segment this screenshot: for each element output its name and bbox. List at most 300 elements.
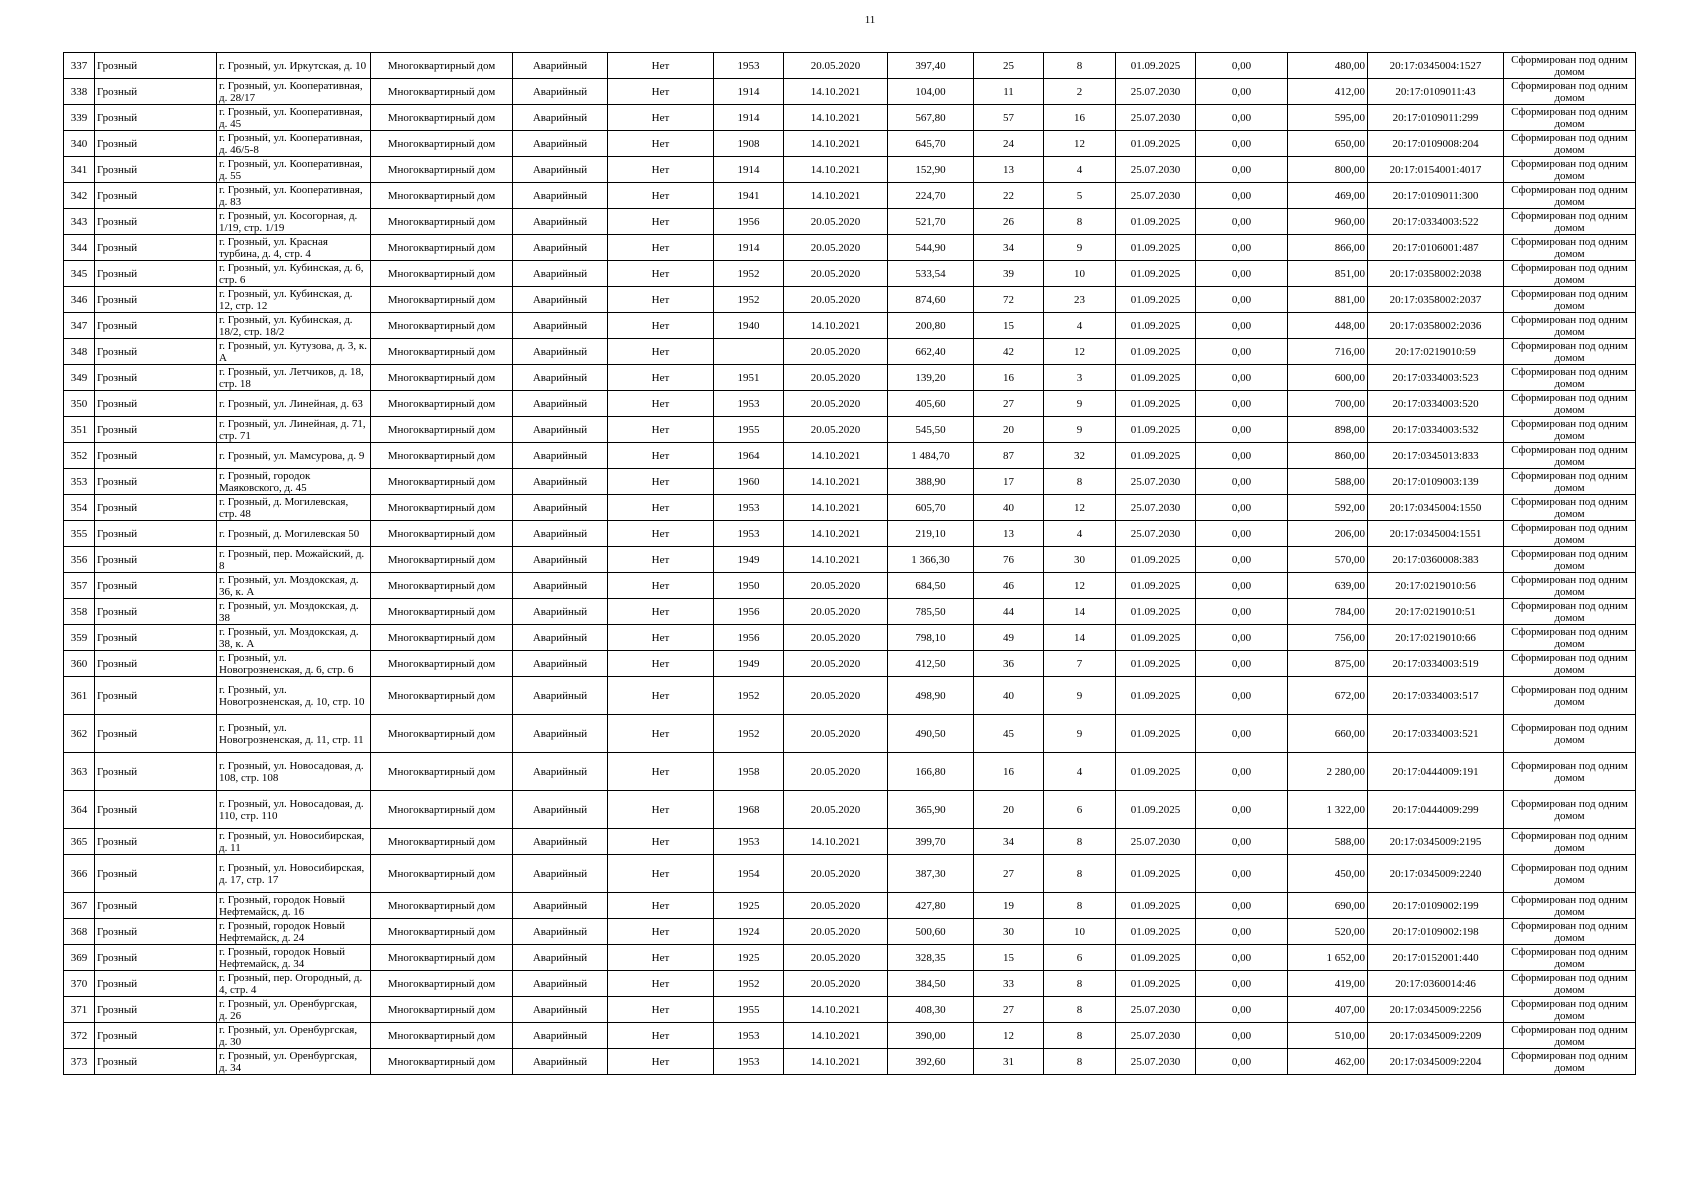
cell-address: г. Грозный, ул. Кооперативная, д. 45 <box>217 105 371 131</box>
cell-land-area: 0,00 <box>1196 753 1288 791</box>
cell-land-area: 0,00 <box>1196 521 1288 547</box>
cell-demolition-flag: Нет <box>608 625 714 651</box>
cell-resettlement-date: 25.07.2030 <box>1116 183 1196 209</box>
cell-building-type: Многоквартирный дом <box>371 753 513 791</box>
cell-condition: Аварийный <box>513 599 608 625</box>
cell-cadastral-cost: 510,00 <box>1288 1023 1368 1049</box>
table-row <box>64 313 1636 339</box>
cell-cadastral-number: 20:17:0358002:2036 <box>1368 313 1504 339</box>
cell-apartments: 8 <box>1044 997 1116 1023</box>
cell-address: г. Грозный, ул. Оренбургская, д. 26 <box>217 997 371 1023</box>
cell-city: Грозный <box>95 715 217 753</box>
cell-demolition-flag: Нет <box>608 945 714 971</box>
cell-total-area: 200,80 <box>888 313 974 339</box>
cell-land-status: Сформирован под одним домом <box>1504 157 1636 183</box>
cell-residents: 27 <box>974 997 1044 1023</box>
cell-condition: Аварийный <box>513 235 608 261</box>
table-row <box>64 997 1636 1023</box>
table-row <box>64 1023 1636 1049</box>
cell-city: Грозный <box>95 105 217 131</box>
cell-address: г. Грозный, ул. Новогрозненская, д. 6, стр. 6 <box>217 651 371 677</box>
cell-total-area: 1 484,70 <box>888 443 974 469</box>
cell-build-year: 1958 <box>714 753 784 791</box>
cell-demolition-flag: Нет <box>608 469 714 495</box>
cell-building-type: Многоквартирный дом <box>371 313 513 339</box>
cell-land-status: Сформирован под одним домом <box>1504 1049 1636 1075</box>
table-row <box>64 53 1636 79</box>
cell-cadastral-cost: 851,00 <box>1288 261 1368 287</box>
table-row <box>64 131 1636 157</box>
cell-recognition-date: 20.05.2020 <box>784 235 888 261</box>
cell-address: г. Грозный, ул. Моздокская, д. 36, к. А <box>217 573 371 599</box>
cell-recognition-date: 20.05.2020 <box>784 599 888 625</box>
cell-demolition-flag: Нет <box>608 573 714 599</box>
cell-cadastral-cost: 570,00 <box>1288 547 1368 573</box>
cell-resettlement-date: 01.09.2025 <box>1116 131 1196 157</box>
cell-total-area: 798,10 <box>888 625 974 651</box>
cell-resettlement-date: 25.07.2030 <box>1116 1049 1196 1075</box>
cell-total-area: 605,70 <box>888 495 974 521</box>
cell-city: Грозный <box>95 391 217 417</box>
cell-cadastral-number: 20:17:0345009:2209 <box>1368 1023 1504 1049</box>
cell-land-area: 0,00 <box>1196 495 1288 521</box>
cell-building-type: Многоквартирный дом <box>371 1049 513 1075</box>
cell-cadastral-cost: 588,00 <box>1288 829 1368 855</box>
cell-total-area: 412,50 <box>888 651 974 677</box>
cell-condition: Аварийный <box>513 919 608 945</box>
cell-land-area: 0,00 <box>1196 105 1288 131</box>
cell-total-area: 388,90 <box>888 469 974 495</box>
cell-apartments: 6 <box>1044 791 1116 829</box>
cell-condition: Аварийный <box>513 131 608 157</box>
cell-total-area: 533,54 <box>888 261 974 287</box>
cell-build-year: 1950 <box>714 573 784 599</box>
cell-apartments: 12 <box>1044 339 1116 365</box>
cell-land-status: Сформирован под одним домом <box>1504 365 1636 391</box>
cell-residents: 11 <box>974 79 1044 105</box>
cell-land-area: 0,00 <box>1196 339 1288 365</box>
cell-build-year: 1953 <box>714 53 784 79</box>
cell-row-number: 359 <box>64 625 95 651</box>
cell-recognition-date: 20.05.2020 <box>784 339 888 365</box>
cell-residents: 72 <box>974 287 1044 313</box>
cell-condition: Аварийный <box>513 945 608 971</box>
cell-condition: Аварийный <box>513 677 608 715</box>
cell-cadastral-number: 20:17:0345009:2256 <box>1368 997 1504 1023</box>
cell-apartments: 8 <box>1044 209 1116 235</box>
cell-address: г. Грозный, ул. Кутузова, д. 3, к. А <box>217 339 371 365</box>
cell-residents: 16 <box>974 753 1044 791</box>
cell-city: Грозный <box>95 625 217 651</box>
cell-city: Грозный <box>95 339 217 365</box>
cell-demolition-flag: Нет <box>608 105 714 131</box>
cell-cadastral-number: 20:17:0219010:59 <box>1368 339 1504 365</box>
cell-apartments: 9 <box>1044 417 1116 443</box>
cell-recognition-date: 20.05.2020 <box>784 791 888 829</box>
cell-row-number: 342 <box>64 183 95 209</box>
cell-row-number: 344 <box>64 235 95 261</box>
cell-recognition-date: 20.05.2020 <box>784 971 888 997</box>
cell-condition: Аварийный <box>513 183 608 209</box>
cell-condition: Аварийный <box>513 209 608 235</box>
cell-build-year: 1925 <box>714 945 784 971</box>
cell-residents: 13 <box>974 521 1044 547</box>
cell-apartments: 8 <box>1044 1049 1116 1075</box>
cell-build-year <box>714 339 784 365</box>
table-row <box>64 893 1636 919</box>
cell-build-year: 1952 <box>714 715 784 753</box>
cell-building-type: Многоквартирный дом <box>371 997 513 1023</box>
cell-residents: 49 <box>974 625 1044 651</box>
cell-city: Грозный <box>95 79 217 105</box>
cell-apartments: 14 <box>1044 625 1116 651</box>
cell-demolition-flag: Нет <box>608 79 714 105</box>
cell-cadastral-cost: 592,00 <box>1288 495 1368 521</box>
cell-total-area: 427,80 <box>888 893 974 919</box>
cell-land-status: Сформирован под одним домом <box>1504 209 1636 235</box>
cell-apartments: 4 <box>1044 753 1116 791</box>
cell-land-status: Сформирован под одним домом <box>1504 893 1636 919</box>
cell-recognition-date: 14.10.2021 <box>784 131 888 157</box>
cell-cadastral-number: 20:17:0334003:522 <box>1368 209 1504 235</box>
cell-address: г. Грозный, ул. Оренбургская, д. 34 <box>217 1049 371 1075</box>
cell-build-year: 1956 <box>714 625 784 651</box>
cell-recognition-date: 20.05.2020 <box>784 919 888 945</box>
cell-row-number: 349 <box>64 365 95 391</box>
cell-demolition-flag: Нет <box>608 313 714 339</box>
cell-demolition-flag: Нет <box>608 855 714 893</box>
cell-total-area: 390,00 <box>888 1023 974 1049</box>
cell-demolition-flag: Нет <box>608 157 714 183</box>
cell-land-status: Сформирован под одним домом <box>1504 313 1636 339</box>
cell-row-number: 338 <box>64 79 95 105</box>
cell-demolition-flag: Нет <box>608 131 714 157</box>
cell-row-number: 339 <box>64 105 95 131</box>
cell-build-year: 1941 <box>714 183 784 209</box>
cell-building-type: Многоквартирный дом <box>371 443 513 469</box>
cell-total-area: 365,90 <box>888 791 974 829</box>
cell-apartments: 4 <box>1044 157 1116 183</box>
cell-address: г. Грозный, ул. Кубинская, д. 12, стр. 12 <box>217 287 371 313</box>
cell-city: Грозный <box>95 791 217 829</box>
cell-city: Грозный <box>95 417 217 443</box>
cell-land-status: Сформирован под одним домом <box>1504 599 1636 625</box>
cell-resettlement-date: 01.09.2025 <box>1116 235 1196 261</box>
table-row <box>64 261 1636 287</box>
cell-residents: 76 <box>974 547 1044 573</box>
cell-cadastral-cost: 469,00 <box>1288 183 1368 209</box>
cell-condition: Аварийный <box>513 261 608 287</box>
table-row <box>64 209 1636 235</box>
cell-land-status: Сформирован под одним домом <box>1504 287 1636 313</box>
cell-land-area: 0,00 <box>1196 53 1288 79</box>
cell-address: г. Грозный, ул. Красная турбина, д. 4, стр. 4 <box>217 235 371 261</box>
cell-demolition-flag: Нет <box>608 1023 714 1049</box>
cell-row-number: 372 <box>64 1023 95 1049</box>
cell-address: г. Грозный, ул. Косогорная, д. 1/19, стр. 1/19 <box>217 209 371 235</box>
cell-residents: 36 <box>974 651 1044 677</box>
cell-condition: Аварийный <box>513 753 608 791</box>
cell-cadastral-number: 20:17:0358002:2038 <box>1368 261 1504 287</box>
cell-condition: Аварийный <box>513 971 608 997</box>
cell-apartments: 12 <box>1044 573 1116 599</box>
table-row <box>64 235 1636 261</box>
cell-resettlement-date: 01.09.2025 <box>1116 945 1196 971</box>
cell-building-type: Многоквартирный дом <box>371 547 513 573</box>
cell-building-type: Многоквартирный дом <box>371 365 513 391</box>
cell-land-status: Сформирован под одним домом <box>1504 79 1636 105</box>
cell-residents: 22 <box>974 183 1044 209</box>
cell-cadastral-number: 20:17:0358002:2037 <box>1368 287 1504 313</box>
cell-row-number: 357 <box>64 573 95 599</box>
cell-residents: 87 <box>974 443 1044 469</box>
cell-address: г. Грозный, пер. Огородный, д. 4, стр. 4 <box>217 971 371 997</box>
cell-condition: Аварийный <box>513 105 608 131</box>
cell-residents: 15 <box>974 945 1044 971</box>
cell-residents: 44 <box>974 599 1044 625</box>
cell-total-area: 104,00 <box>888 79 974 105</box>
table-row <box>64 79 1636 105</box>
cell-resettlement-date: 01.09.2025 <box>1116 855 1196 893</box>
table-row <box>64 521 1636 547</box>
cell-cadastral-number: 20:17:0334003:520 <box>1368 391 1504 417</box>
table-row <box>64 105 1636 131</box>
cell-city: Грозный <box>95 1049 217 1075</box>
cell-row-number: 366 <box>64 855 95 893</box>
cell-condition: Аварийный <box>513 997 608 1023</box>
cell-land-status: Сформирован под одним домом <box>1504 417 1636 443</box>
cell-total-area: 500,60 <box>888 919 974 945</box>
cell-land-area: 0,00 <box>1196 287 1288 313</box>
cell-build-year: 1953 <box>714 829 784 855</box>
cell-land-area: 0,00 <box>1196 625 1288 651</box>
cell-residents: 26 <box>974 209 1044 235</box>
cell-land-status: Сформирован под одним домом <box>1504 971 1636 997</box>
cell-condition: Аварийный <box>513 547 608 573</box>
cell-resettlement-date: 01.09.2025 <box>1116 443 1196 469</box>
cell-condition: Аварийный <box>513 53 608 79</box>
cell-total-area: 397,40 <box>888 53 974 79</box>
cell-total-area: 392,60 <box>888 1049 974 1075</box>
cell-building-type: Многоквартирный дом <box>371 945 513 971</box>
cell-cadastral-cost: 860,00 <box>1288 443 1368 469</box>
cell-cadastral-number: 20:17:0219010:66 <box>1368 625 1504 651</box>
cell-resettlement-date: 01.09.2025 <box>1116 313 1196 339</box>
cell-demolition-flag: Нет <box>608 893 714 919</box>
cell-cadastral-cost: 448,00 <box>1288 313 1368 339</box>
cell-land-area: 0,00 <box>1196 971 1288 997</box>
cell-building-type: Многоквартирный дом <box>371 209 513 235</box>
cell-residents: 40 <box>974 677 1044 715</box>
cell-land-status: Сформирован под одним домом <box>1504 919 1636 945</box>
cell-row-number: 364 <box>64 791 95 829</box>
cell-cadastral-cost: 1 652,00 <box>1288 945 1368 971</box>
cell-land-status: Сформирован под одним домом <box>1504 791 1636 829</box>
cell-address: г. Грозный, ул. Кооперативная, д. 28/17 <box>217 79 371 105</box>
cell-cadastral-cost: 672,00 <box>1288 677 1368 715</box>
cell-residents: 45 <box>974 715 1044 753</box>
cell-resettlement-date: 01.09.2025 <box>1116 677 1196 715</box>
cell-city: Грозный <box>95 573 217 599</box>
cell-address: г. Грозный, ул. Новогрозненская, д. 10, стр. 10 <box>217 677 371 715</box>
cell-apartments: 16 <box>1044 105 1116 131</box>
cell-build-year: 1953 <box>714 521 784 547</box>
cell-cadastral-cost: 898,00 <box>1288 417 1368 443</box>
cell-total-area: 408,30 <box>888 997 974 1023</box>
table-row <box>64 547 1636 573</box>
cell-land-status: Сформирован под одним домом <box>1504 183 1636 209</box>
cell-land-area: 0,00 <box>1196 391 1288 417</box>
cell-building-type: Многоквартирный дом <box>371 183 513 209</box>
cell-address: г. Грозный, ул. Новосибирская, д. 11 <box>217 829 371 855</box>
cell-building-type: Многоквартирный дом <box>371 417 513 443</box>
cell-land-area: 0,00 <box>1196 313 1288 339</box>
cell-residents: 34 <box>974 829 1044 855</box>
cell-apartments: 7 <box>1044 651 1116 677</box>
cell-row-number: 361 <box>64 677 95 715</box>
cell-city: Грозный <box>95 261 217 287</box>
cell-building-type: Многоквартирный дом <box>371 287 513 313</box>
cell-cadastral-number: 20:17:0345009:2195 <box>1368 829 1504 855</box>
cell-resettlement-date: 01.09.2025 <box>1116 625 1196 651</box>
cell-demolition-flag: Нет <box>608 971 714 997</box>
cell-build-year: 1952 <box>714 261 784 287</box>
cell-land-area: 0,00 <box>1196 183 1288 209</box>
cell-row-number: 348 <box>64 339 95 365</box>
cell-condition: Аварийный <box>513 1023 608 1049</box>
cell-row-number: 356 <box>64 547 95 573</box>
cell-demolition-flag: Нет <box>608 183 714 209</box>
cell-demolition-flag: Нет <box>608 53 714 79</box>
table-row <box>64 1049 1636 1075</box>
cell-row-number: 343 <box>64 209 95 235</box>
cell-city: Грозный <box>95 855 217 893</box>
cell-residents: 24 <box>974 131 1044 157</box>
cell-total-area: 219,10 <box>888 521 974 547</box>
cell-building-type: Многоквартирный дом <box>371 1023 513 1049</box>
cell-cadastral-cost: 600,00 <box>1288 365 1368 391</box>
cell-land-status: Сформирован под одним домом <box>1504 715 1636 753</box>
cell-build-year: 1953 <box>714 391 784 417</box>
cell-residents: 13 <box>974 157 1044 183</box>
cell-build-year: 1914 <box>714 157 784 183</box>
cell-demolition-flag: Нет <box>608 261 714 287</box>
cell-build-year: 1924 <box>714 919 784 945</box>
cell-building-type: Многоквартирный дом <box>371 53 513 79</box>
cell-build-year: 1914 <box>714 235 784 261</box>
cell-land-area: 0,00 <box>1196 547 1288 573</box>
cell-apartments: 9 <box>1044 677 1116 715</box>
cell-demolition-flag: Нет <box>608 715 714 753</box>
cell-apartments: 12 <box>1044 495 1116 521</box>
cell-city: Грозный <box>95 209 217 235</box>
table-row <box>64 417 1636 443</box>
cell-city: Грозный <box>95 829 217 855</box>
cell-total-area: 139,20 <box>888 365 974 391</box>
cell-recognition-date: 14.10.2021 <box>784 495 888 521</box>
cell-apartments: 4 <box>1044 313 1116 339</box>
table-row <box>64 157 1636 183</box>
cell-city: Грозный <box>95 521 217 547</box>
cell-recognition-date: 20.05.2020 <box>784 573 888 599</box>
cell-condition: Аварийный <box>513 625 608 651</box>
cell-resettlement-date: 01.09.2025 <box>1116 417 1196 443</box>
cell-city: Грозный <box>95 443 217 469</box>
cell-row-number: 337 <box>64 53 95 79</box>
cell-condition: Аварийный <box>513 893 608 919</box>
cell-demolition-flag: Нет <box>608 651 714 677</box>
cell-cadastral-cost: 412,00 <box>1288 79 1368 105</box>
cell-address: г. Грозный, ул. Моздокская, д. 38, к. А <box>217 625 371 651</box>
cell-address: г. Грозный, ул. Мамсурова, д. 9 <box>217 443 371 469</box>
cell-condition: Аварийный <box>513 651 608 677</box>
cell-build-year: 1955 <box>714 417 784 443</box>
cell-condition: Аварийный <box>513 365 608 391</box>
cell-building-type: Многоквартирный дом <box>371 829 513 855</box>
cell-condition: Аварийный <box>513 495 608 521</box>
cell-build-year: 1960 <box>714 469 784 495</box>
cell-resettlement-date: 01.09.2025 <box>1116 573 1196 599</box>
cell-address: г. Грозный, городок Новый Нефтемайск, д. 34 <box>217 945 371 971</box>
cell-recognition-date: 14.10.2021 <box>784 105 888 131</box>
cell-demolition-flag: Нет <box>608 753 714 791</box>
cell-address: г. Грозный, городок Новый Нефтемайск, д. 16 <box>217 893 371 919</box>
cell-land-area: 0,00 <box>1196 209 1288 235</box>
cell-residents: 20 <box>974 417 1044 443</box>
cell-cadastral-cost: 881,00 <box>1288 287 1368 313</box>
cell-address: г. Грозный, ул. Кубинская, д. 6, стр. 6 <box>217 261 371 287</box>
cell-demolition-flag: Нет <box>608 919 714 945</box>
cell-demolition-flag: Нет <box>608 443 714 469</box>
cell-land-status: Сформирован под одним домом <box>1504 651 1636 677</box>
cell-residents: 34 <box>974 235 1044 261</box>
cell-cadastral-number: 20:17:0334003:519 <box>1368 651 1504 677</box>
cell-cadastral-cost: 588,00 <box>1288 469 1368 495</box>
cell-land-area: 0,00 <box>1196 1049 1288 1075</box>
cell-building-type: Многоквартирный дом <box>371 391 513 417</box>
cell-cadastral-number: 20:17:0109002:198 <box>1368 919 1504 945</box>
cell-land-area: 0,00 <box>1196 599 1288 625</box>
cell-land-status: Сформирован под одним домом <box>1504 339 1636 365</box>
cell-city: Грозный <box>95 235 217 261</box>
cell-recognition-date: 14.10.2021 <box>784 183 888 209</box>
cell-residents: 20 <box>974 791 1044 829</box>
cell-resettlement-date: 01.09.2025 <box>1116 715 1196 753</box>
cell-demolition-flag: Нет <box>608 547 714 573</box>
cell-land-area: 0,00 <box>1196 791 1288 829</box>
cell-demolition-flag: Нет <box>608 1049 714 1075</box>
cell-building-type: Многоквартирный дом <box>371 79 513 105</box>
cell-land-area: 0,00 <box>1196 365 1288 391</box>
cell-recognition-date: 20.05.2020 <box>784 893 888 919</box>
cell-apartments: 4 <box>1044 521 1116 547</box>
cell-resettlement-date: 25.07.2030 <box>1116 521 1196 547</box>
cell-demolition-flag: Нет <box>608 495 714 521</box>
cell-cadastral-cost: 520,00 <box>1288 919 1368 945</box>
cell-condition: Аварийный <box>513 573 608 599</box>
cell-cadastral-number: 20:17:0219010:56 <box>1368 573 1504 599</box>
cell-total-area: 645,70 <box>888 131 974 157</box>
cell-recognition-date: 14.10.2021 <box>784 157 888 183</box>
cell-total-area: 498,90 <box>888 677 974 715</box>
cell-resettlement-date: 01.09.2025 <box>1116 547 1196 573</box>
cell-total-area: 405,60 <box>888 391 974 417</box>
cell-cadastral-cost: 875,00 <box>1288 651 1368 677</box>
cell-residents: 31 <box>974 1049 1044 1075</box>
cell-residents: 46 <box>974 573 1044 599</box>
cell-condition: Аварийный <box>513 855 608 893</box>
cell-apartments: 23 <box>1044 287 1116 313</box>
